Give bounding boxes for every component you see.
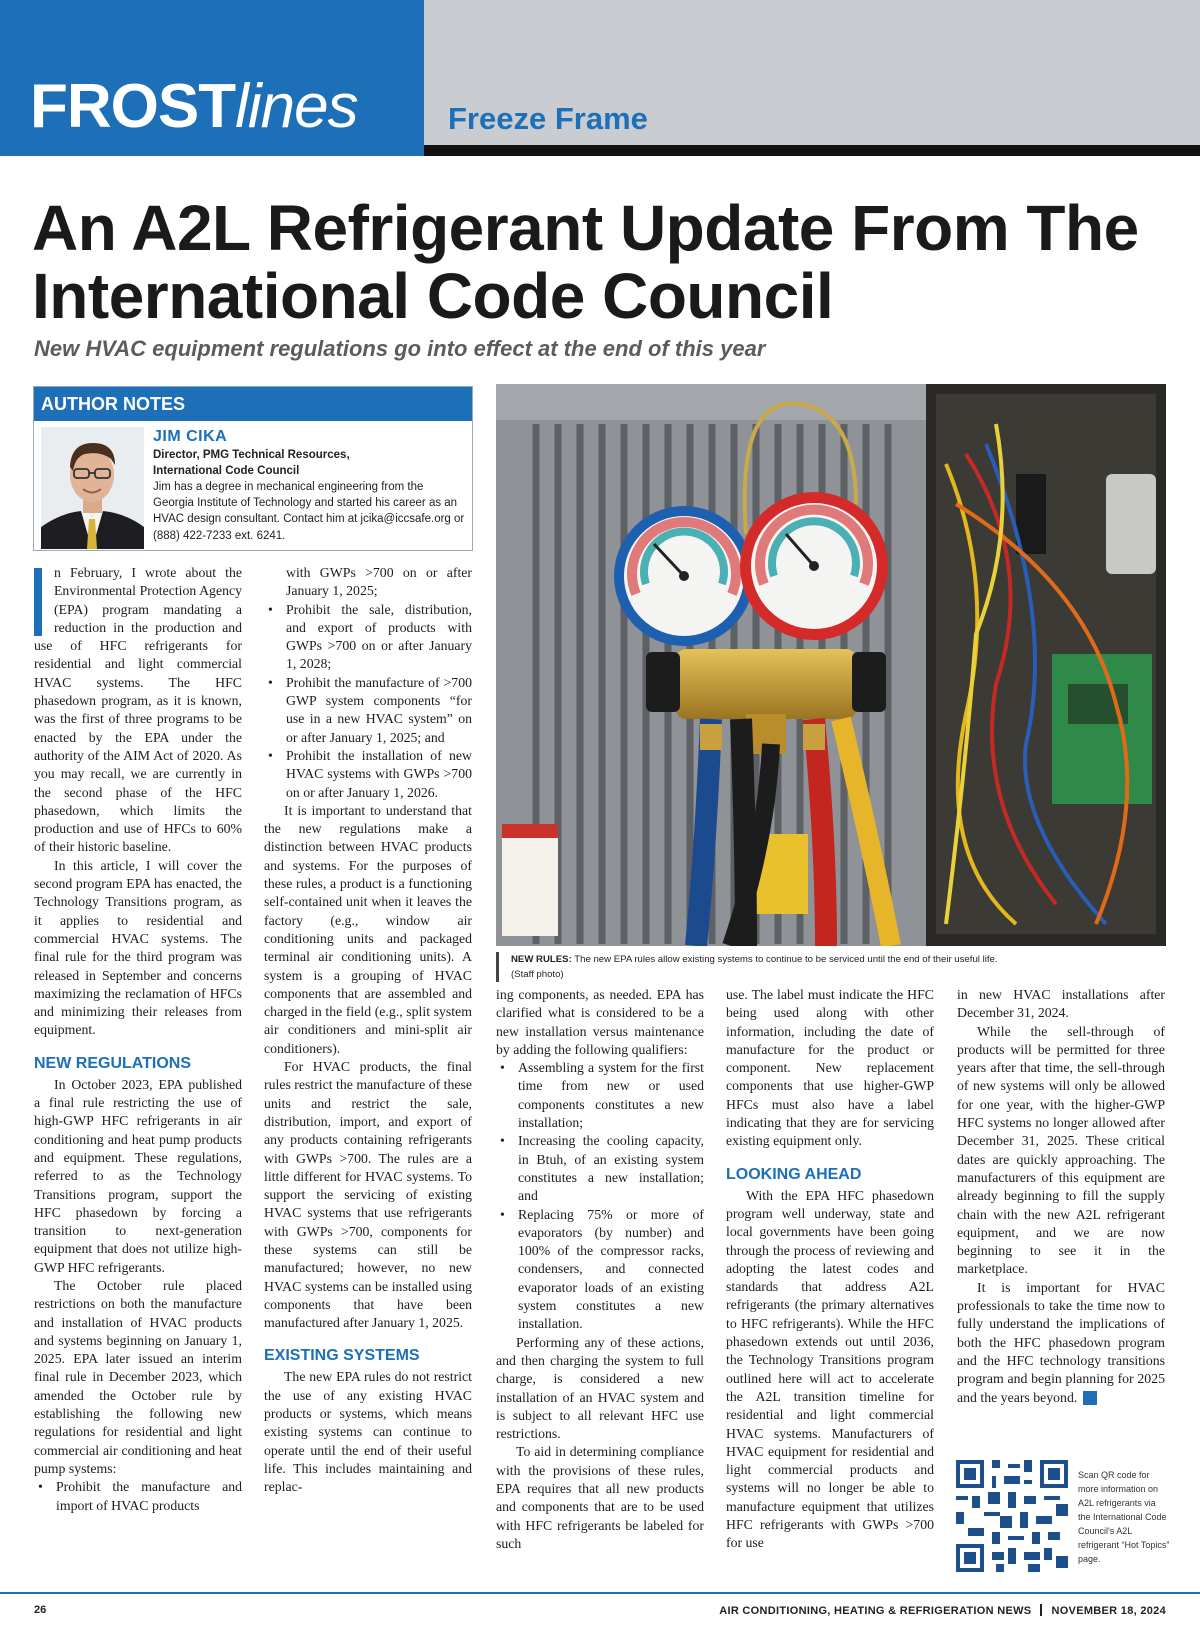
body-paragraph: The October rule placed restrictions on both the manufacture and installation of HVAC products and systems beginning on January 1, 2025. EPA later issued an interim final rule in December 2023, which amended the October rule by establishing the following new regulations for residential and light commercial air conditioning and heat pump systems: bbox=[34, 1277, 242, 1476]
article-column-4 bbox=[726, 986, 934, 1553]
body-paragraph: in new HVAC installations after December 31, 2024. bbox=[957, 987, 1165, 1021]
photo-caption bbox=[496, 952, 1166, 982]
article-headline: An A2L Refrigerant Update From The International Code Council bbox=[32, 192, 1139, 332]
page-number: 26 bbox=[34, 1604, 47, 1616]
body-paragraph: It is important to understand that the new regulations make a distinction between HVAC products and systems. For the purposes of these rules, a product is a functioning self-contained unit when it leaves the factory (e.g., window air conditioning units and packaged terminal air conditioning units). A system is a grouping of HVAC components that are assembled and charged in the field (e.g., split system air conditioners and mini-split air conditioners). bbox=[264, 802, 472, 1056]
regulations-list bbox=[34, 1478, 242, 1515]
regulations-list bbox=[264, 601, 472, 802]
body-paragraph: For HVAC products, the final rules restrict the manufacture of these units and restrict the sale, distribution, import, and export of any products containing refrigerants with GWPs >700. The rules are a little different for HVAC systems. To support the servicing of existing HVAC systems that use refrigerants with GWPs >700, components for these systems can still be manufactured; however, no new HVAC systems can be installed using components that have been manufactured after January 1, 2025. bbox=[264, 1059, 473, 1331]
body-paragraph: With the EPA HFC phasedown program well underway, state and local governments have been going through the process of reviewing and adopting the latest codes and standards that address A2L refrigerants (the primary alternatives to HFC refrigerants). While the HFC phasedown extends out until 2036, the Technology Transitions program outlined here will act to accelerate the A2L transition timeline for residential and light commercial HVAC systems. Manufacturers of HVAC equipment for residential and light commercial products and systems will no longer be able to manufacture equipment that utilizes HFC refrigerants with GWPs >700 for use bbox=[726, 1187, 934, 1551]
body-paragraph: use. The label must indicate the HFC being used along with other information, including the date of manufacture for the product or component. New replacement components that use higher-GWP HFCs must also have a label indicating that they are for servicing existing equipment only. bbox=[726, 987, 934, 1149]
article-column-1 bbox=[34, 564, 242, 1515]
author-title-line2: International Code Council bbox=[153, 465, 300, 477]
masthead-rule bbox=[424, 145, 1200, 156]
qualifiers-list bbox=[496, 1059, 704, 1333]
list-item: • Prohibit the manufacture of >700 GWP system components “for use in a new HVAC system” on or after January 1, 2025; and bbox=[264, 674, 472, 747]
issue-date: NOVEMBER 18, 2024 bbox=[1051, 1605, 1166, 1617]
list-item: • Prohibit the manufacture and import of HVAC products bbox=[34, 1478, 242, 1515]
caption-text: The new EPA rules allow existing systems to continue to be serviced until the end of their useful life. bbox=[574, 954, 998, 965]
list-item: • Assembling a system for the first time from new or used components constitutes a new installation; bbox=[496, 1059, 704, 1132]
subheading-new-regulations: NEW REGULATIONS bbox=[34, 1054, 192, 1072]
subheading-looking-ahead: LOOKING AHEAD bbox=[726, 1165, 862, 1183]
publication-name: AIR CONDITIONING, HEATING & REFRIGERATION NEWS bbox=[719, 1605, 1032, 1617]
list-item: • Prohibit the installation of new HVAC systems with GWPs >700 on or after January 1, 2026. bbox=[264, 747, 472, 802]
body-paragraph: The new EPA rules do not restrict the use of any existing HVAC products or systems, which means existing systems can continue to operate until the end of their useful life. This includes maintaining and replac- bbox=[264, 1369, 472, 1495]
drop-cap-bar bbox=[34, 568, 42, 636]
section-title: Freeze Frame bbox=[448, 101, 648, 136]
qr-code-note: Scan QR code for more information on A2L refrigerants via the International Code Council's A2L refrigerant “Hot Topics” page. bbox=[1078, 1470, 1170, 1564]
list-item-continued: with GWPs >700 on or after January 1, 2025; bbox=[286, 565, 472, 599]
manifold-gauge-photo bbox=[496, 384, 1166, 946]
author-notes bbox=[33, 386, 473, 551]
article-column-5 bbox=[957, 986, 1165, 1407]
body-paragraph: In this article, I will cover the second program EPA has enacted, the Technology Transitions program, as it applies to residential and commercial HVAC systems. The final rule for the third program was released in September and concerns maximizing the reclamation of HFCs and minimizing their releases from equipment. bbox=[34, 857, 242, 1038]
qr-code[interactable] bbox=[956, 1460, 1068, 1572]
list-item: • Increasing the cooling capacity, in Btuh, of an existing system constitutes a new installation; and bbox=[496, 1132, 704, 1205]
body-paragraph: n February, I wrote about the Environmental Protection Agency (EPA) program mandating a reduction in the production and use of HFC refrigerants for residential and light commercial HVAC systems. The HFC phasedown program, as it is known, was the first of three programs to be enacted by the EPA under the authority of the AIM Act of 2020. As you may recall, we are currently in the second phase of the HFC phasedown, which limits the production and use of HFCs to 60% of their historic baseline. bbox=[34, 565, 242, 855]
body-paragraph: In October 2023, EPA published a final rule restricting the use of high-GWP HFC refrigerants in air conditioning and heat pump products and equipment. These regulations, referred to as the Technology Transitions program, support the HFC phasedown by forcing a transition to next-generation equipment that does not utilize high-GWP HFC refrigerants. bbox=[34, 1076, 242, 1275]
photo-credit: (Staff photo) bbox=[511, 969, 564, 980]
body-paragraph: ing components, as needed. EPA has clarified what is considered to be a new installation versus maintenance by adding the following qualifiers: bbox=[496, 987, 704, 1057]
subheading-existing-systems: EXISTING SYSTEMS bbox=[264, 1347, 420, 1365]
end-of-article-icon: N bbox=[1083, 1391, 1097, 1405]
list-item: • Replacing 75% or more of evaporators (by number) and 100% of the compressor racks, condensers, and connected evaporator loads of an existing system constitutes a new installation. bbox=[496, 1206, 704, 1334]
article-subhead: New HVAC equipment regulations go into effect at the end of this year bbox=[34, 336, 766, 361]
author-details bbox=[153, 427, 465, 544]
body-paragraph: To aid in determining compliance with the provisions of these rules, EPA requires that all new products and components that are to be used with HFC refrigerants be labeled for such bbox=[496, 1444, 704, 1551]
frostlines-logo: FROSTlines bbox=[30, 72, 358, 141]
author-bio: Jim has a degree in mechanical engineering from the Georgia Institute of Technology and started his career as an HVAC design consultant. Contact him at jcika@iccsafe.org or (888) 422-7233 ext. 6241. bbox=[153, 481, 465, 542]
caption-lead: NEW RULES: bbox=[511, 954, 572, 965]
page-footer bbox=[0, 1592, 1200, 1628]
article-column-3 bbox=[496, 986, 704, 1553]
article-column-2 bbox=[264, 564, 472, 1497]
masthead bbox=[0, 0, 1200, 156]
publication-info bbox=[719, 1604, 1166, 1617]
body-paragraph: It is important for HVAC professionals to take the time now to fully understand the implications of both the HFC phasedown program and the HFC technology transitions program and begin planning for 2025 and the years beyond. N bbox=[957, 1279, 1165, 1405]
footer-divider bbox=[1040, 1604, 1042, 1616]
author-notes-heading: AUTHOR NOTES bbox=[34, 387, 472, 421]
body-paragraph: While the sell-through of products will be permitted for three years after that time, the sell-through of new systems will only be allowed for one year, with the higher-GWP HFC systems no longer allowed after December 31, 2025. These critical dates are quickly approaching. The manufacturers of this equipment are already beginning to fill the supply chain with the new A2L refrigerant equipment, and we are now beginning to see it in the marketplace. bbox=[957, 1023, 1165, 1277]
list-item: • Prohibit the sale, distribution, and export of products with GWPs >700 on or after January 1, 2028; bbox=[264, 601, 472, 674]
author-name: JIM CIKA bbox=[153, 428, 228, 445]
author-title-line1: Director, PMG Technical Resources, bbox=[153, 449, 350, 461]
author-portrait bbox=[41, 427, 144, 549]
body-paragraph: Performing any of these actions, and then charging the system to full charge, is considered a new installation of an HVAC system and is subject to all relevant HFC use restrictions. bbox=[496, 1334, 704, 1442]
